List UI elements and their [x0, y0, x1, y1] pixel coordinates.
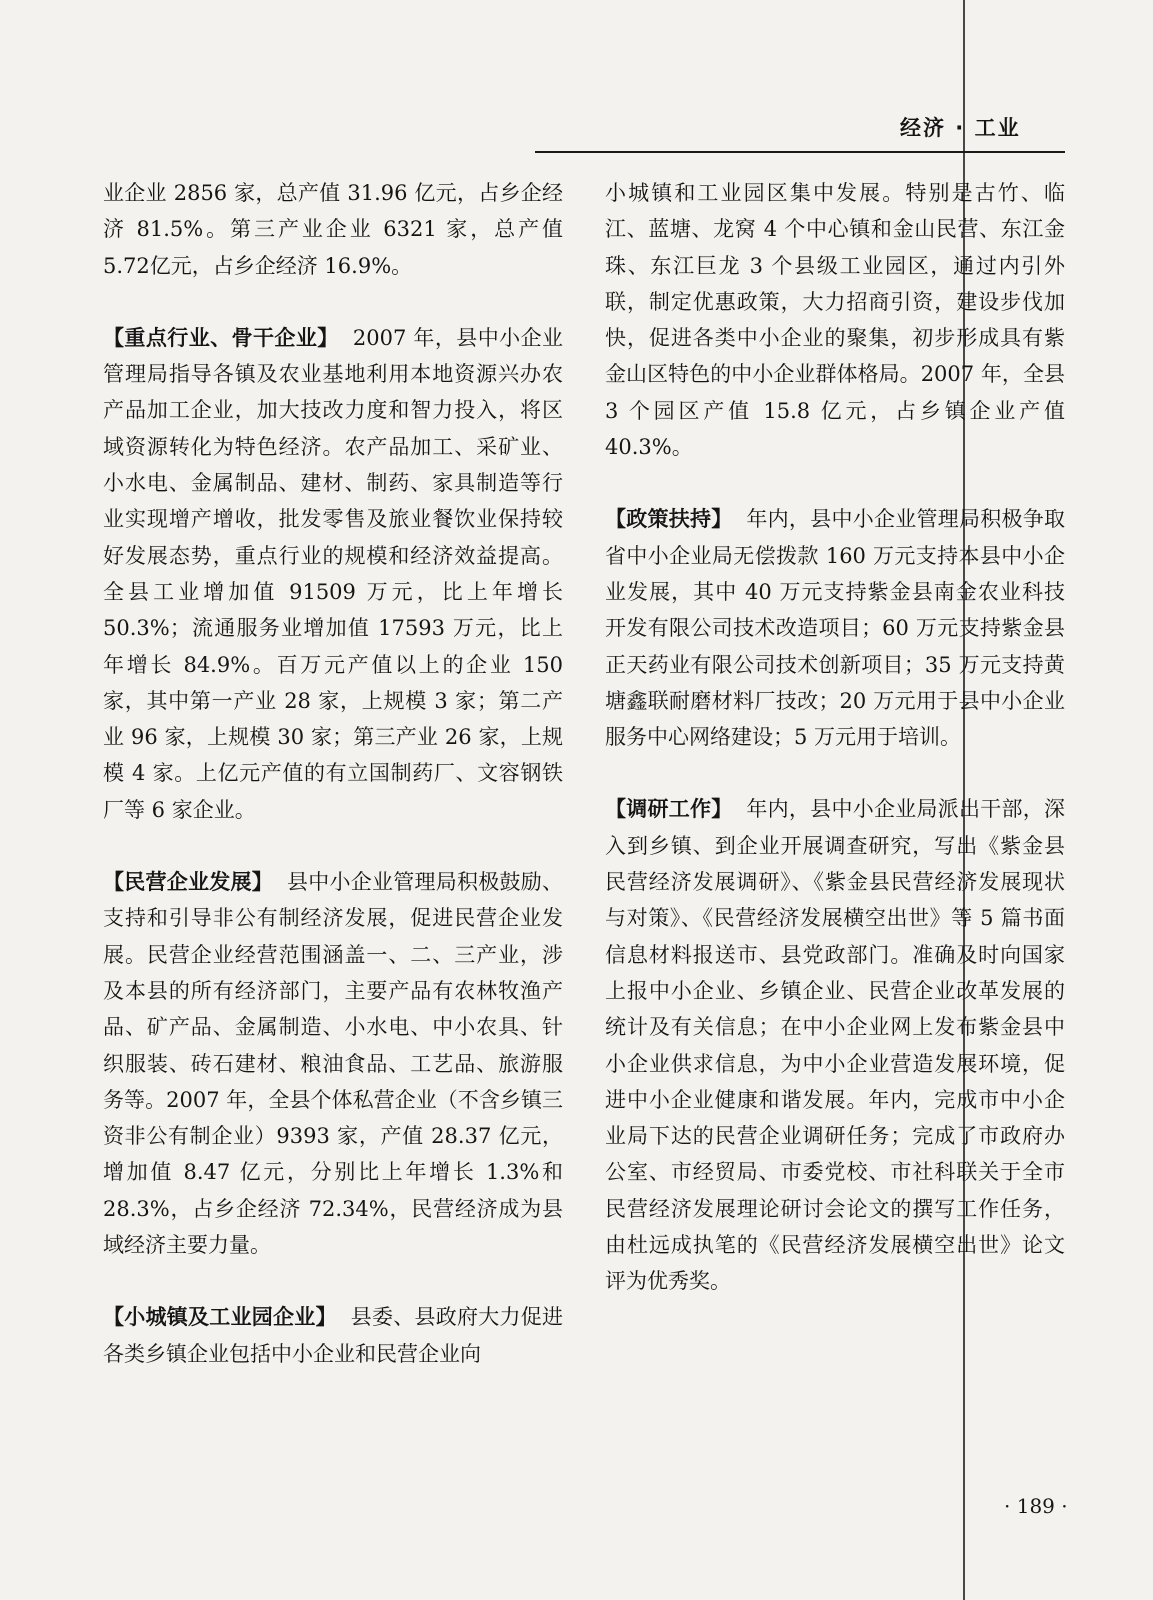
- header-rule: [535, 151, 1065, 153]
- section-body: 县中小企业管理局积极鼓励、支持和引导非公有制经济发展，促进民营企业发展。民营企业经营范围涵盖一、二、三产业，涉及本县的所有经济部门，主要产品有农林牧渔产品、矿产品、金属制造、小水电、中小农具、针织服装、砖石建材、粮油食品、工艺品、旅游服务等。2007 年，全县个体私营企业（不含乡镇三资非公有制企业）9393 家，产值 28.37 亿元，增加值 8.47 亿元，分别比上年增长 1.3%和 28.3%，占乡企经济 72.34%，民营经济成为县域经济主要力量。: [103, 870, 564, 1258]
- right-column: [605, 175, 1065, 1300]
- section-body: 县委、县政府大力促进各类乡镇企业包括中小企业和民营企业向: [103, 1305, 564, 1366]
- section-body: 年内，县中小企业管理局积极争取省中小企业局无偿拨款 160 万元支持本县中小企业发展，其中 40 万元支持紫金县南金农业科技开发有限公司技术改造项目；60 万元支持紫金县正天药业有限公司技术创新项目；35 万元支持黄塘鑫联耐磨材料厂技改；20 万元用于县中小企业服务中心网络建设；5 万元用于培训。: [605, 507, 1066, 750]
- left-column: [103, 175, 563, 1372]
- section-small-towns: [103, 1299, 563, 1372]
- section-policy-support: [605, 501, 1065, 755]
- section-body: 2007 年，县中小企业管理局指导各镇及农业基地利用本地资源兴办农产品加工企业，加大技改力度和智力投入，将区域资源转化为特色经济。农产品加工、采矿业、小水电、金属制品、建材、制药、家具制造等行业实现增产增收，批发零售及旅业餐饮业保持较好发展态势，重点行业的规模和经济效益提高。全县工业增加值 91509 万元，比上年增长 50.3%；流通服务业增加值 17593 万元，比上年增长 84.9%。百万元产值以上的企业 150 家，其中第一产业 28 家，上规模 3 家；第二产业 96 家，上规模 30 家；第三产业 26 家，上规模 4 家。上亿元产值的有立国制药厂、文容钢铁厂等 6 家企业。: [103, 325, 563, 822]
- page-number: · 189 ·: [1004, 1494, 1068, 1518]
- section-title: 【民营企业发展】: [103, 870, 274, 895]
- section-title: 【调研工作】: [605, 797, 733, 822]
- continued-paragraph: 小城镇和工业园区集中发展。特别是古竹、临江、蓝塘、龙窝 4 个中心镇和金山民营、东江金珠、东江巨龙 3 个县级工业园区，通过内引外联，制定优惠政策，大力招商引资，建设步伐加快，促进各类中小企业的聚集，初步形成具有紫金山区特色的中小企业群体格局。2007 年，全县 3 个园区产值 15.8 亿元，占乡镇企业产值 40.3%。: [605, 181, 1065, 460]
- section-title: 【政策扶持】: [605, 507, 733, 532]
- section-key-industries: [103, 320, 563, 828]
- section-body: 年内，县中小企业局派出干部，深入到乡镇、到企业开展调查研究，写出《紫金县民营经济发展调研》、《紫金县民营经济发展现状与对策》、《民营经济发展横空出世》等 5 篇书面信息材料报送市、县党政部门。准确及时向国家上报中小企业、乡镇企业、民营企业改革发展的统计及有关信息；在中小企业网上发布紫金县中小企业供求信息，为中小企业营造发展环境，促进中小企业健康和谐发展。年内，完成市中小企业局下达的民营企业调研任务；完成了市政府办公室、市经贸局、市委党校、市社科联关于全市民营经济发展理论研讨会论文的撰写工作任务，由杜远成执笔的《民营经济发展横空出世》论文评为优秀奖。: [605, 797, 1066, 1294]
- section-title: 【重点行业、骨干企业】: [103, 325, 339, 350]
- section-research: [605, 791, 1065, 1299]
- section-title: 【小城镇及工业园企业】: [103, 1305, 337, 1330]
- section-private-enterprise: [103, 864, 563, 1263]
- intro-paragraph: 业企业 2856 家，总产值 31.96 亿元，占乡企经济 81.5%。第三产业企业 6321 家，总产值 5.72亿元，占乡企经济 16.9%。: [103, 181, 563, 278]
- running-header: 经济 · 工业: [900, 116, 1021, 140]
